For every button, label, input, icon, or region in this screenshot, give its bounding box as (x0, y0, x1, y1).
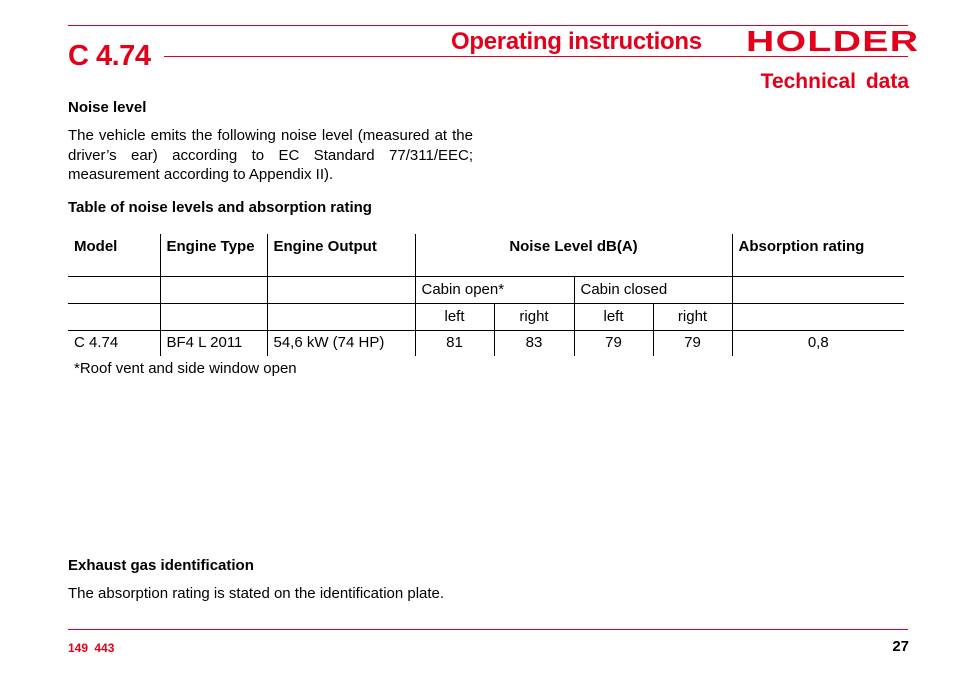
empty-cell (68, 276, 160, 303)
cell-open-right: 83 (494, 330, 574, 356)
empty-cell (160, 303, 267, 330)
cell-closed-left: 79 (574, 330, 653, 356)
table-footnote: *Roof vent and side window open (74, 360, 297, 377)
subheader-cabin-open: Cabin open* (415, 276, 574, 303)
table-header-row (68, 234, 904, 276)
table-side-row (68, 303, 904, 330)
empty-cell (732, 303, 904, 330)
table-cabin-row (68, 276, 904, 303)
header-noise-level: Noise Level dB(A) (415, 234, 732, 276)
cell-closed-right: 79 (653, 330, 732, 356)
noise-level-paragraph: The vehicle emits the following noise level (measured at the driver’s ear) according to EC Standard 77/311/EEC; measurement according to Appendix II). (68, 127, 473, 183)
brand-logo: HOLDER (746, 26, 920, 58)
empty-cell (160, 276, 267, 303)
document-number: 149 443 (68, 641, 115, 655)
header-engine-output: Engine Output (267, 234, 415, 276)
document-title: Operating instructions (451, 28, 702, 55)
model-title: C 4.74 (68, 40, 151, 72)
subheader-open-right: right (494, 303, 574, 330)
table-heading: Table of noise levels and absorption rating (68, 199, 372, 216)
header-model: Model (68, 234, 160, 276)
subheader-closed-right: right (653, 303, 732, 330)
header-engine-type: Engine Type (160, 234, 267, 276)
empty-cell (267, 303, 415, 330)
cell-absorption: 0,8 (732, 330, 904, 356)
subheader-cabin-closed: Cabin closed (574, 276, 732, 303)
page-number: 27 (892, 638, 909, 655)
exhaust-heading: Exhaust gas identification (68, 557, 254, 574)
cell-engine-type: BF4 L 2011 (160, 330, 267, 356)
cell-engine-output: 54,6 kW (74 HP) (267, 330, 415, 356)
section-title: Technical data (760, 70, 909, 93)
exhaust-text: The absorption rating is stated on the identification plate. (68, 585, 445, 602)
noise-level-heading: Noise level (68, 99, 147, 116)
subheader-closed-left: left (574, 303, 653, 330)
empty-cell (732, 276, 904, 303)
table-row (68, 330, 904, 356)
empty-cell (68, 303, 160, 330)
header-absorption: Absorption rating (732, 234, 904, 276)
cell-open-left: 81 (415, 330, 494, 356)
empty-cell (267, 276, 415, 303)
cell-model: C 4.74 (74, 333, 119, 351)
footer-rule (68, 629, 908, 630)
noise-table (68, 234, 904, 356)
subheader-open-left: left (415, 303, 494, 330)
